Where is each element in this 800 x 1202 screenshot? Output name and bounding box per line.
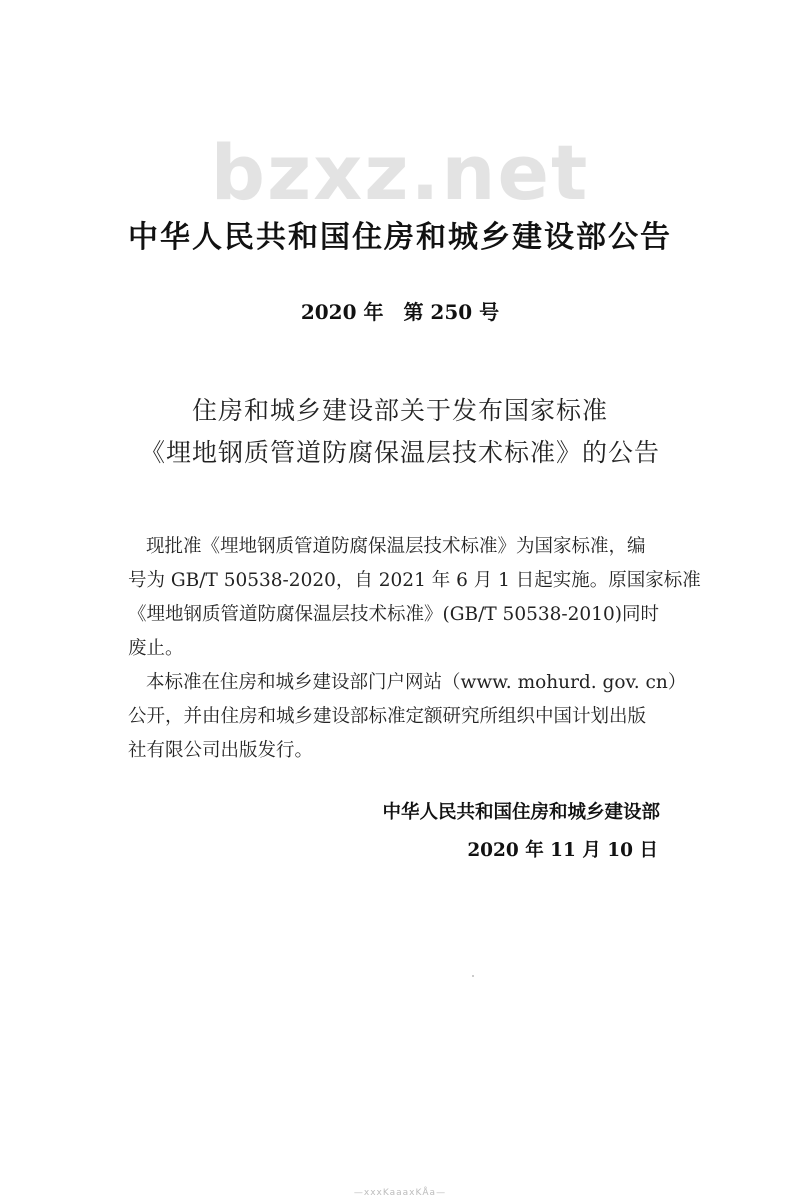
body-line: 本标准在住房和城乡建设部门户网站（www. mohurd. gov. cn） <box>146 672 687 693</box>
signature-date: 2020 年 11 月 10 日 <box>467 840 658 861</box>
body-line: 现批准《埋地钢质管道防腐保温层技术标准》为国家标准，编 <box>146 536 646 557</box>
body-paragraph-2 <box>128 666 708 768</box>
footer-scan-mark: —xxxKaaaxKÅa— <box>353 1188 447 1198</box>
signature-block <box>382 794 660 870</box>
notice-heading-line-1: 住房和城乡建设部关于发布国家标准 <box>191 396 608 425</box>
body-line: 公开，并由住房和城乡建设部标准定额研究所组织中国计划出版 <box>128 706 647 727</box>
notice-heading-line-2: 《埋地钢质管道防腐保温层技术标准》的公告 <box>139 438 660 467</box>
body-line: 社有限公司出版发行。 <box>128 740 314 761</box>
announcement-title: 中华人民共和国住房和城乡建设部公告 <box>128 220 672 255</box>
scan-speck <box>472 975 474 977</box>
watermark: bzxz.net <box>210 128 590 217</box>
body-line: 废止。 <box>128 638 184 659</box>
signature-issuer: 中华人民共和国住房和城乡建设部 <box>382 802 660 823</box>
announcement-number: 2020 年 第 250 号 <box>300 300 500 324</box>
notice-body <box>128 530 708 768</box>
body-line: 号为 GB/T 50538-2020，自 2021 年 6 月 1 日起实施。原国家标准 <box>128 570 701 591</box>
body-paragraph-1 <box>128 530 708 666</box>
notice-heading <box>0 390 800 474</box>
body-line: 《埋地钢质管道防腐保温层技术标准》(GB/T 50538-2010)同时 <box>128 604 659 625</box>
